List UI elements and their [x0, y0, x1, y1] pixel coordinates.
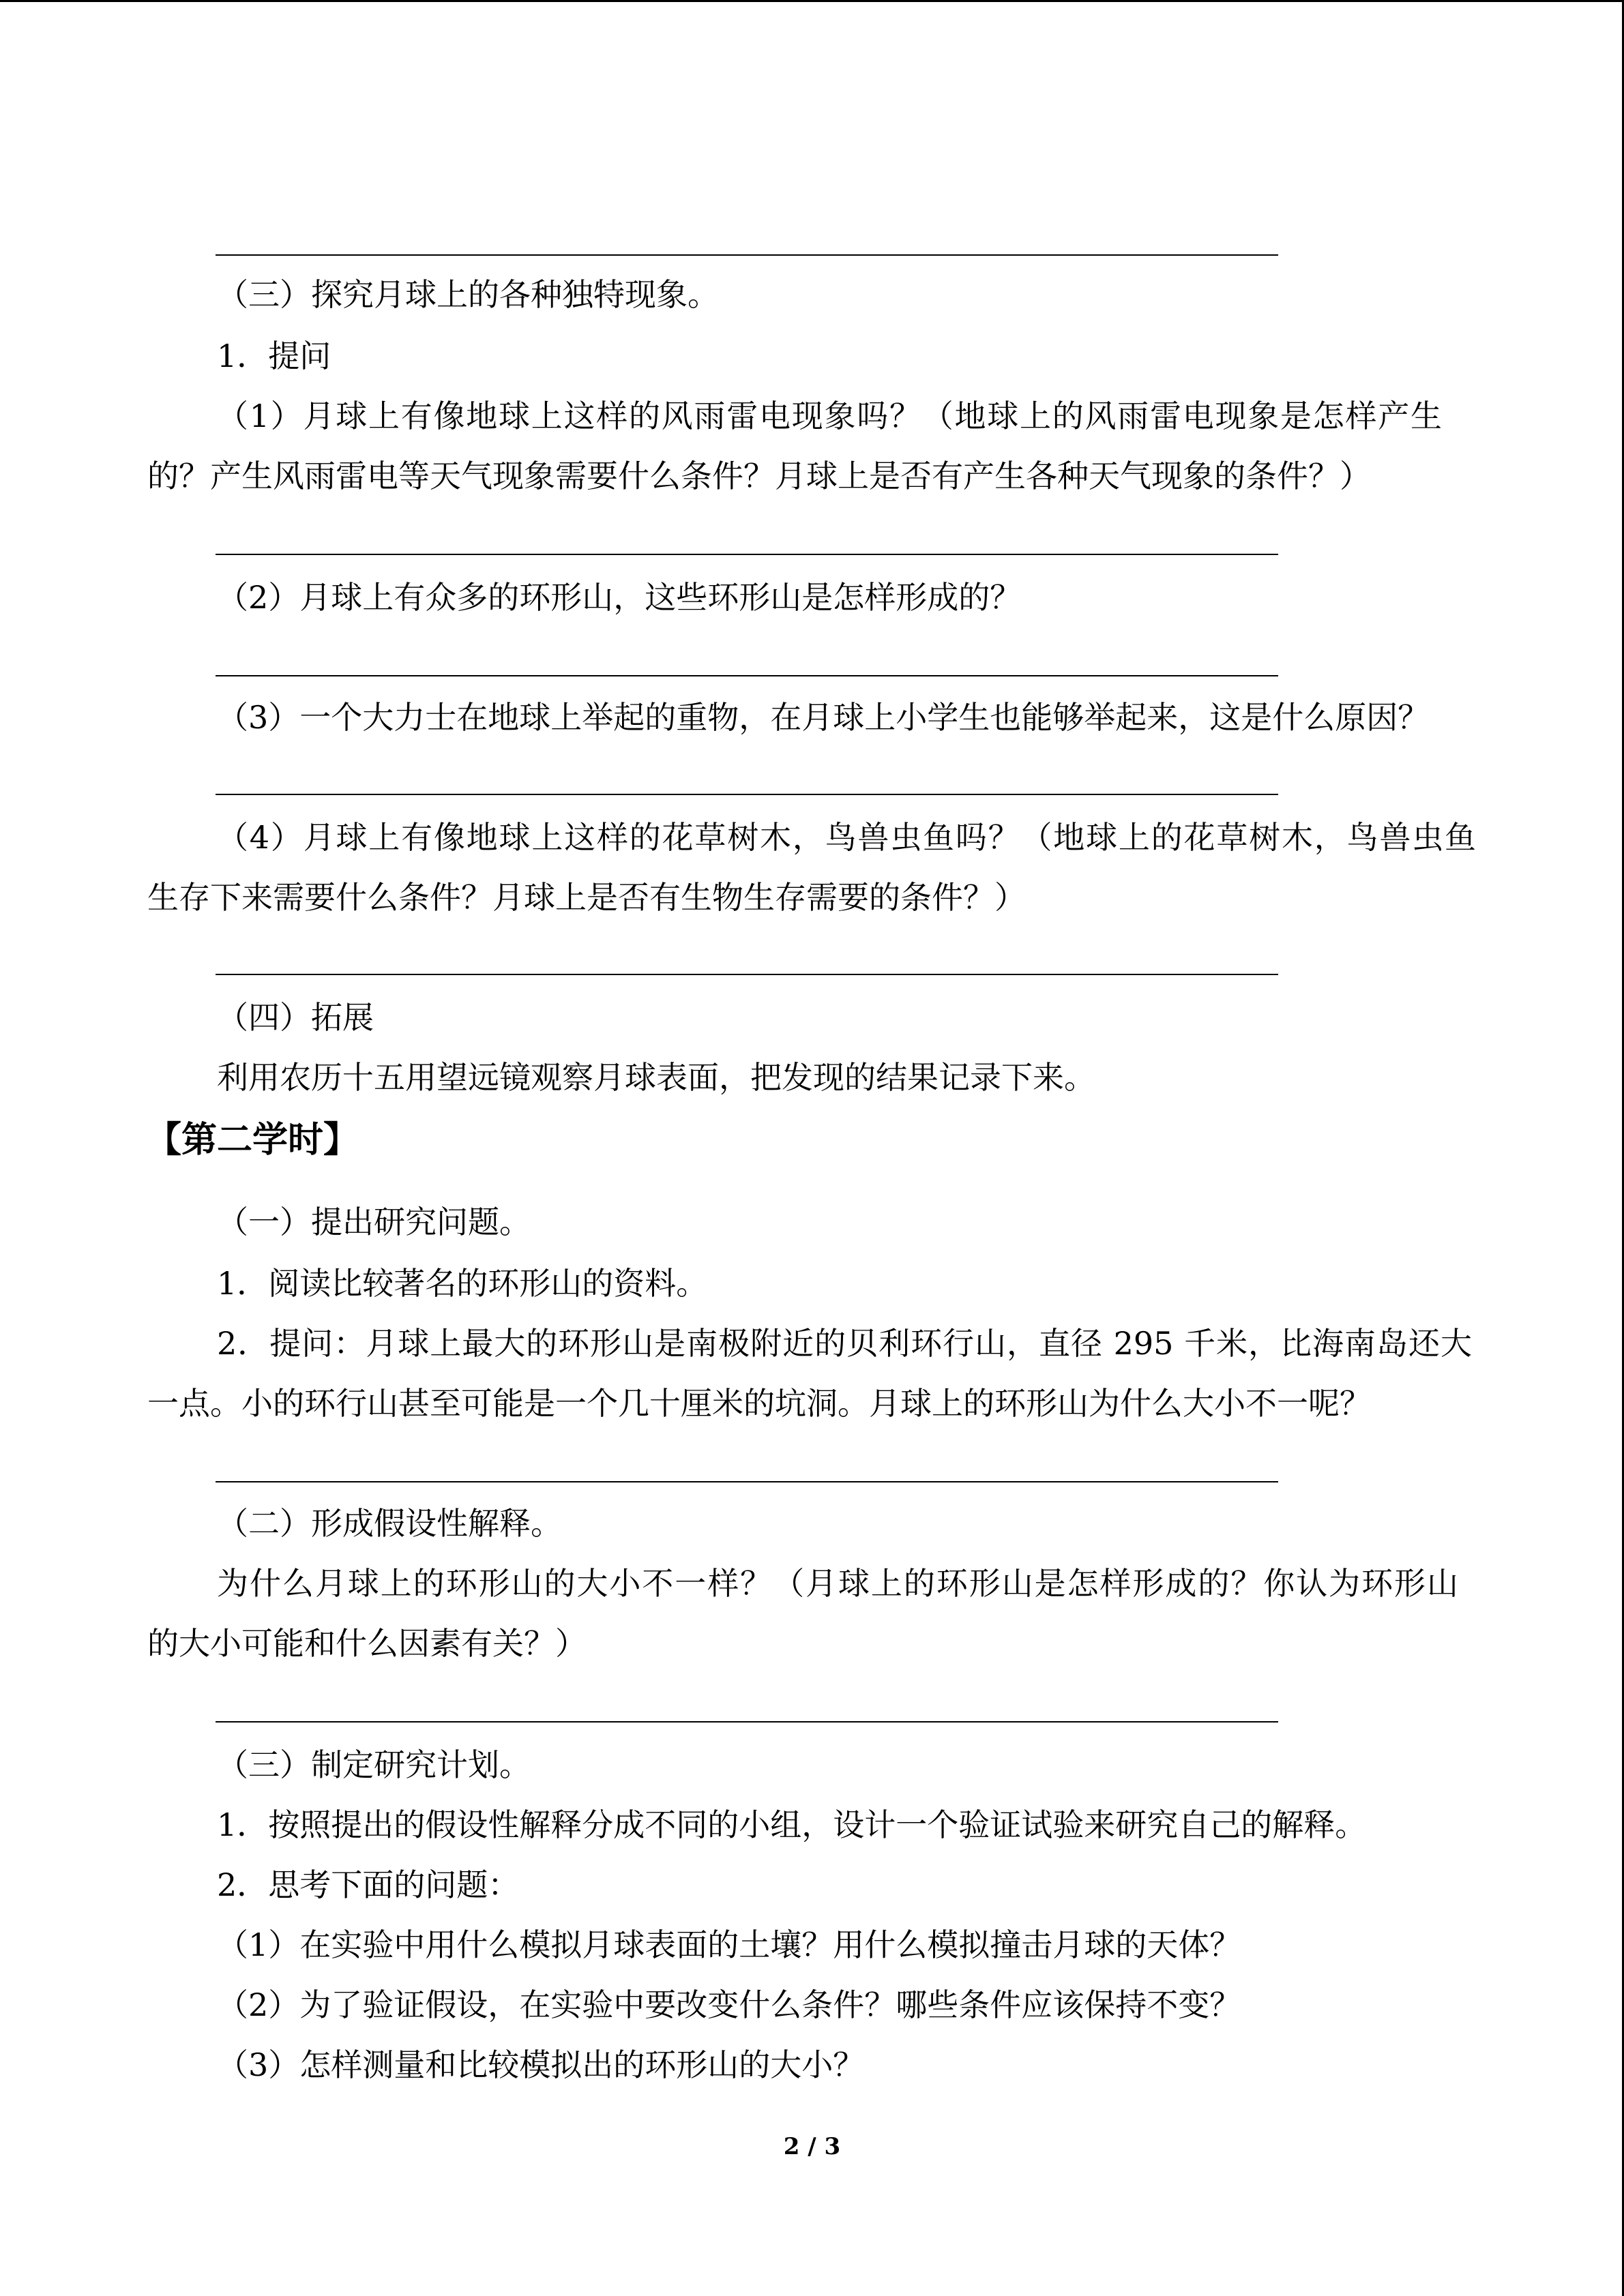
answer-blank-line	[216, 554, 1278, 555]
answer-blank-line	[216, 794, 1278, 795]
paragraph-line: 生存下来需要什么条件？月球上是否有生物生存需要的条件？）	[147, 879, 1026, 916]
lesson-heading: 【第二学时】	[146, 1120, 359, 1161]
list-item: 1．按照提出的假设性解释分成不同的小组，设计一个验证试验来研究自己的解释。	[217, 1806, 1367, 1843]
answer-blank-line	[216, 974, 1278, 975]
answer-blank-line	[216, 1481, 1278, 1482]
list-item: （2）为了验证假设，在实验中要改变什么条件？哪些条件应该保持不变？	[217, 1986, 1241, 2023]
paragraph-line: 2．提问：月球上最大的环形山是南极附近的贝利环行山，直径 295 千米，比海南岛还大	[217, 1325, 1472, 1362]
paragraph-line: 的？产生风雨雷电等天气现象需要什么条件？月球上是否有产生各种天气现象的条件？）	[147, 458, 1371, 494]
list-item: （3）怎样测量和比较模拟出的环形山的大小？	[217, 2046, 865, 2083]
question: （3）一个大力士在地球上举起的重物，在月球上小学生也能够举起来，这是什么原因？	[217, 699, 1430, 736]
answer-blank-line	[216, 254, 1278, 256]
paragraph-line: 一点。小的环行山甚至可能是一个几十厘米的坑洞。月球上的环形山为什么大小不一呢？	[147, 1385, 1371, 1422]
answer-blank-line	[216, 1721, 1278, 1723]
section-title: （三）探究月球上的各种独特现象。	[217, 276, 719, 313]
section-title: （二）形成假设性解释。	[217, 1505, 562, 1542]
paragraph-line: 利用农历十五用望远镜观察月球表面，把发现的结果记录下来。	[217, 1059, 1095, 1096]
section-title: （三）制定研究计划。	[217, 1746, 531, 1783]
paragraph-line: （1）月球上有像地球上这样的风雨雷电现象吗？（地球上的风雨雷电现象是怎样产生	[217, 398, 1442, 434]
section-title: （四）拓展	[217, 999, 374, 1036]
list-item: （1）在实验中用什么模拟月球表面的土壤？用什么模拟撞击月球的天体？	[217, 1926, 1241, 1963]
paragraph-line: （4）月球上有像地球上这样的花草树木，鸟兽虫鱼吗？（地球上的花草树木，鸟兽虫鱼	[217, 819, 1476, 856]
page-number: 2 / 3	[783, 2133, 841, 2160]
answer-blank-line	[216, 675, 1278, 676]
list-item: 1．阅读比较著名的环形山的资料。	[217, 1265, 708, 1302]
section-title: （一）提出研究问题。	[217, 1204, 531, 1240]
paragraph-line: 为什么月球上的环形山的大小不一样？（月球上的环形山是怎样形成的？你认为环形山	[217, 1565, 1458, 1602]
list-item: 2．思考下面的问题：	[217, 1866, 520, 1903]
list-item: 1．提问	[217, 338, 331, 374]
question: （2）月球上有众多的环形山，这些环形山是怎样形成的？	[217, 579, 1022, 616]
paragraph-line: 的大小可能和什么因素有关？）	[147, 1625, 587, 1662]
